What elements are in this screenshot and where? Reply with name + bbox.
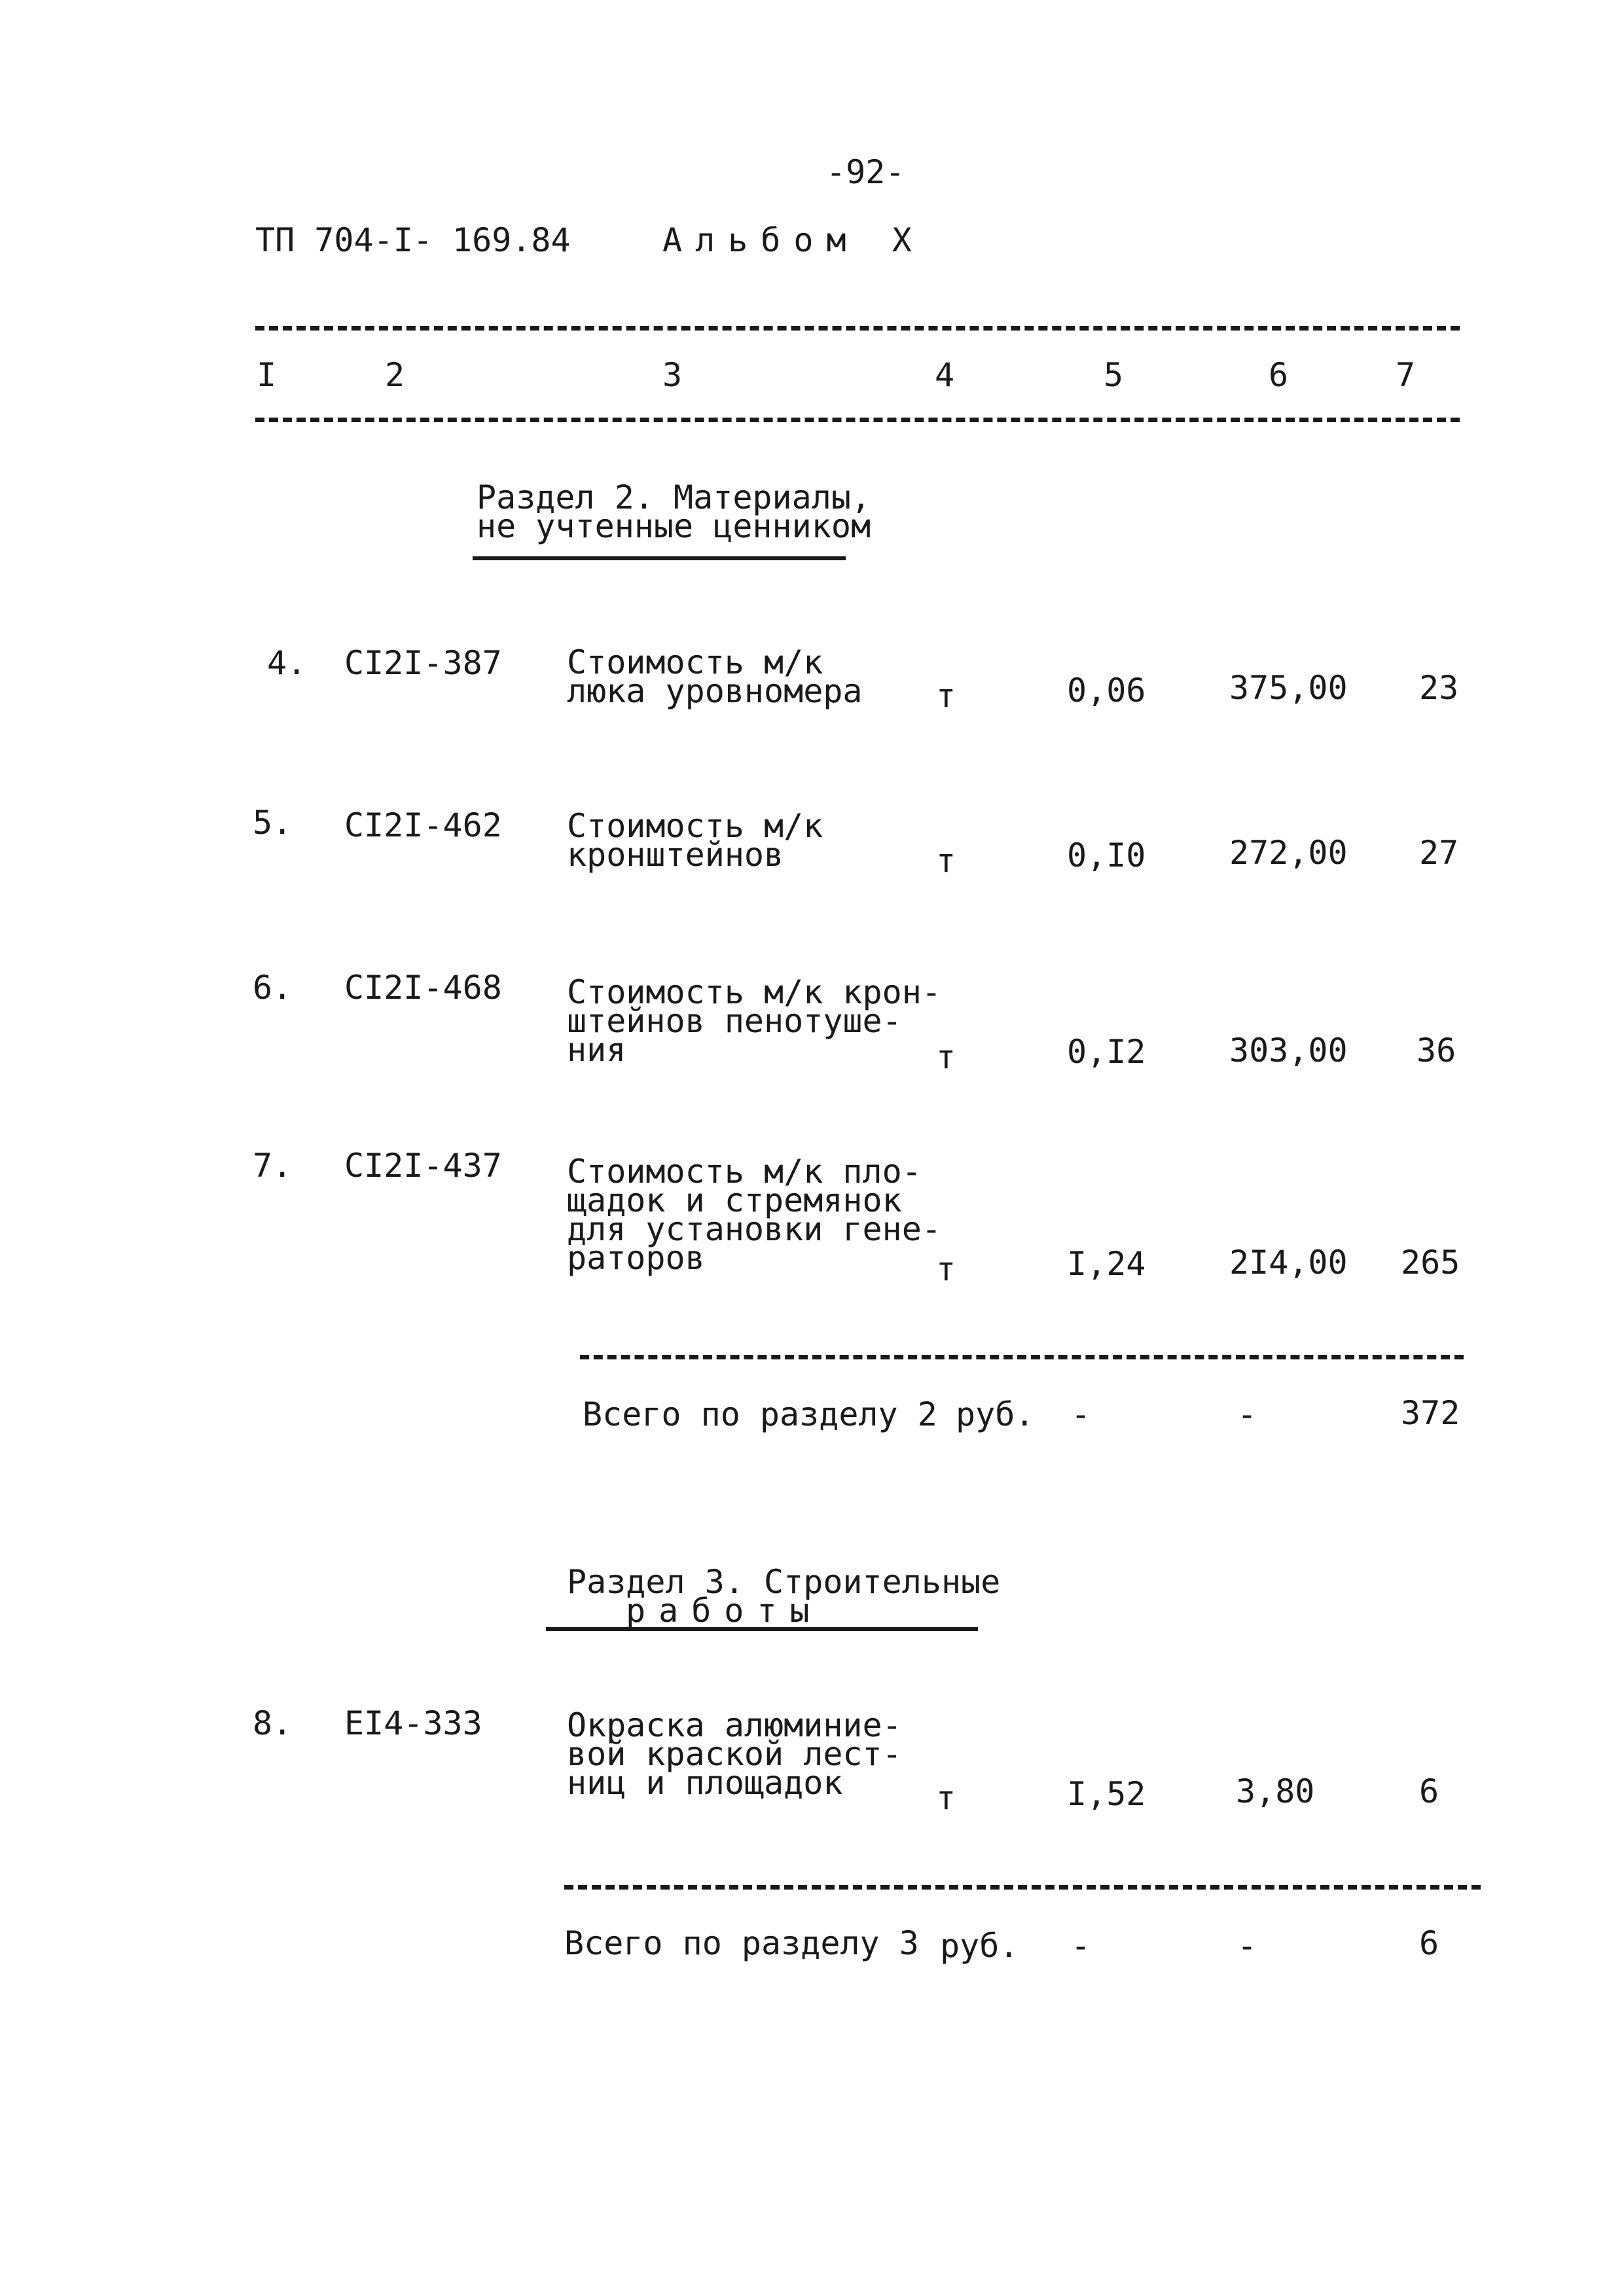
row-sum: 6 [1419, 1772, 1439, 1810]
row-sum: 23 [1419, 669, 1459, 707]
col-header-1: I [257, 356, 277, 394]
col-header-2: 2 [385, 356, 405, 394]
row-price: 3,80 [1236, 1772, 1315, 1810]
row-code: EI4-333 [344, 1704, 482, 1742]
section2-total-unit: руб. [956, 1395, 1035, 1433]
header-top-rule [255, 326, 1460, 331]
col-header-5: 5 [1104, 356, 1124, 394]
section3-total-qty: - [1071, 1927, 1091, 1965]
row-price: 2I4,00 [1229, 1244, 1348, 1282]
row-unit: т [936, 842, 956, 880]
row-number: 4. [267, 644, 307, 682]
section3-total-price: - [1237, 1927, 1257, 1965]
row-description: Стоимость м/к люка уровномера [567, 643, 863, 710]
album-label: Альбом X [662, 221, 925, 259]
page-number: -92- [826, 153, 905, 191]
section3-title-underline [546, 1627, 978, 1631]
col-header-3: 3 [662, 356, 683, 394]
row-unit: т [936, 1779, 956, 1817]
row-sum: 27 [1419, 834, 1459, 872]
row-code: CI2I-437 [344, 1147, 502, 1185]
row-sum: 36 [1416, 1031, 1456, 1069]
row-price: 375,00 [1229, 669, 1348, 707]
row-quantity: 0,I2 [1067, 1033, 1146, 1071]
row-code: CI2I-468 [344, 969, 502, 1007]
doc-code: ТП 704-I- 169.84 [255, 221, 571, 259]
section3-title: Раздел 3. Строительные [567, 1563, 1001, 1601]
row-price: 272,00 [1229, 834, 1348, 872]
section2-total-label: Всего по разделу 2 [583, 1395, 937, 1433]
col-header-4: 4 [935, 356, 955, 394]
row-unit: т [936, 1250, 956, 1288]
row-code: CI2I-387 [344, 644, 502, 682]
row-quantity: I,24 [1067, 1245, 1146, 1283]
row-number: 6. [253, 969, 293, 1007]
col-header-7: 7 [1396, 356, 1416, 394]
row-number: 5. [253, 804, 293, 842]
section2-total-price: - [1237, 1395, 1257, 1433]
row-code: CI2I-462 [344, 806, 502, 844]
header-bottom-rule [255, 418, 1460, 422]
section2-total-rule [580, 1355, 1464, 1359]
row-description: Стоимость м/к крон- штейнов пенотуше- ния [567, 973, 941, 1069]
row-quantity: I,52 [1067, 1775, 1146, 1813]
row-unit: т [936, 1038, 956, 1076]
section3-total-rule [564, 1885, 1481, 1890]
section2-title-underline [473, 556, 846, 560]
row-quantity: 0,I0 [1067, 836, 1146, 874]
row-number: 8. [253, 1704, 293, 1742]
row-unit: т [936, 677, 956, 715]
col-header-6: 6 [1269, 356, 1289, 394]
section3-total-unit: руб. [940, 1927, 1019, 1965]
section3-title-continued: работы [626, 1592, 823, 1630]
row-description: Стоимость м/к кронштейнов [567, 807, 823, 874]
row-quantity: 0,06 [1067, 672, 1146, 709]
section3-total-sum: 6 [1419, 1924, 1439, 1962]
row-sum: 265 [1401, 1244, 1460, 1282]
section2-total-sum: 372 [1401, 1394, 1460, 1432]
row-number: 7. [253, 1147, 293, 1185]
row-price: 303,00 [1229, 1031, 1348, 1069]
section3-total-label: Всего по разделу 3 [564, 1924, 919, 1962]
row-description: Окраска алюминие- вой краской лест- ниц и площадок [567, 1706, 902, 1802]
section2-title: Раздел 2. Материалы, не учтенные ценником [477, 478, 871, 545]
row-description: Стоимость м/к пло- щадок и стремянок для установки гене- раторов [567, 1153, 941, 1277]
section2-total-qty: - [1071, 1395, 1091, 1433]
